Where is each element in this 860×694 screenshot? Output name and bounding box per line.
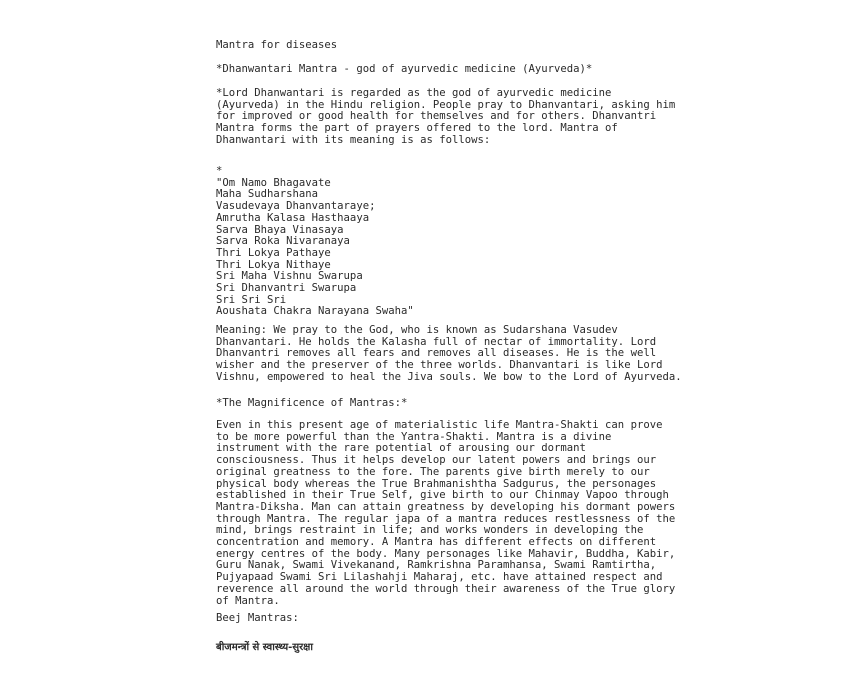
- hindi-heading: बीजमन्त्रों से स्वास्थ्य-सुरक्षा: [216, 642, 313, 653]
- section-heading: *Dhanwantari Mantra - god of ayurvedic medicine (Ayurveda)*: [216, 63, 593, 75]
- meaning-paragraph: Meaning: We pray to the God, who is known as Sudarshana Vasudev Dhanvantari. He holds the Kalasha full of nectar of immortality. Lord Dhanvantri removes all fears and removes all diseases. He is the well wisher and the preserver of the three worlds. Dhanvantari is like Lord Vishnu, empowered to heal the Jiva souls. We bow to the Lord of Ayurveda.: [216, 324, 682, 383]
- mantra-text: * "Om Namo Bhagavate Maha Sudharshana Vasudevaya Dhanvantaraye; Amrutha Kalasa Hasthaaya Sarva Bhaya Vinasaya Sarva Roka Nivaranaya Thri Lokya Pathaye Thri Lokya Nithaye Sri Maha Vishnu Swarupa Sri Dhanvantri Swarupa Sri Sri Sri Aoushata Chakra Narayana Swaha": [216, 165, 414, 318]
- document-title: Mantra for diseases: [216, 39, 338, 51]
- intro-paragraph: *Lord Dhanwantari is regarded as the god of ayurvedic medicine (Ayurveda) in the Hindu religion. People pray to Dhanvantari, asking him for improved or good health for themselves and for others. Dhanvantri Mantra forms the part of prayers offered to the lord. Mantra of Dhanwantari with its meaning is as follows:: [216, 87, 676, 146]
- magnificence-heading: *The Magnificence of Mantras:*: [216, 397, 408, 409]
- beej-mantras-heading: Beej Mantras:: [216, 612, 299, 624]
- magnificence-paragraph: Even in this present age of materialistic life Mantra-Shakti can prove to be more powerful than the Yantra-Shakti. Mantra is a divine instrument with the rare potential of arousing our dormant consciousness. Thus it helps develop our latent powers and brings our original greatness to the fore. The parents give birth merely to our physical body whereas the True Brahmanishtha Sadgurus, the personages established in their True Self, give birth to our Chinmay Vapoo through Mantra-Diksha. Man can attain greatness by developing his dormant powers through Mantra. The regular japa of a mantra reduces restlessness of the mind, brings restraint in life; and works wonders in developing the concentration and memory. A Mantra has different effects on different energy centres of the body. Many personages like Mahavir, Buddha, Kabir, Guru Nanak, Swami Vivekanand, Ramkrishna Paramhansa, Swami Ramtirtha, Pujyapaad Swami Sri Lilashahji Maharaj, etc. have attained respect and reverence all around the world through their awareness of the True glory of Mantra.: [216, 419, 676, 607]
